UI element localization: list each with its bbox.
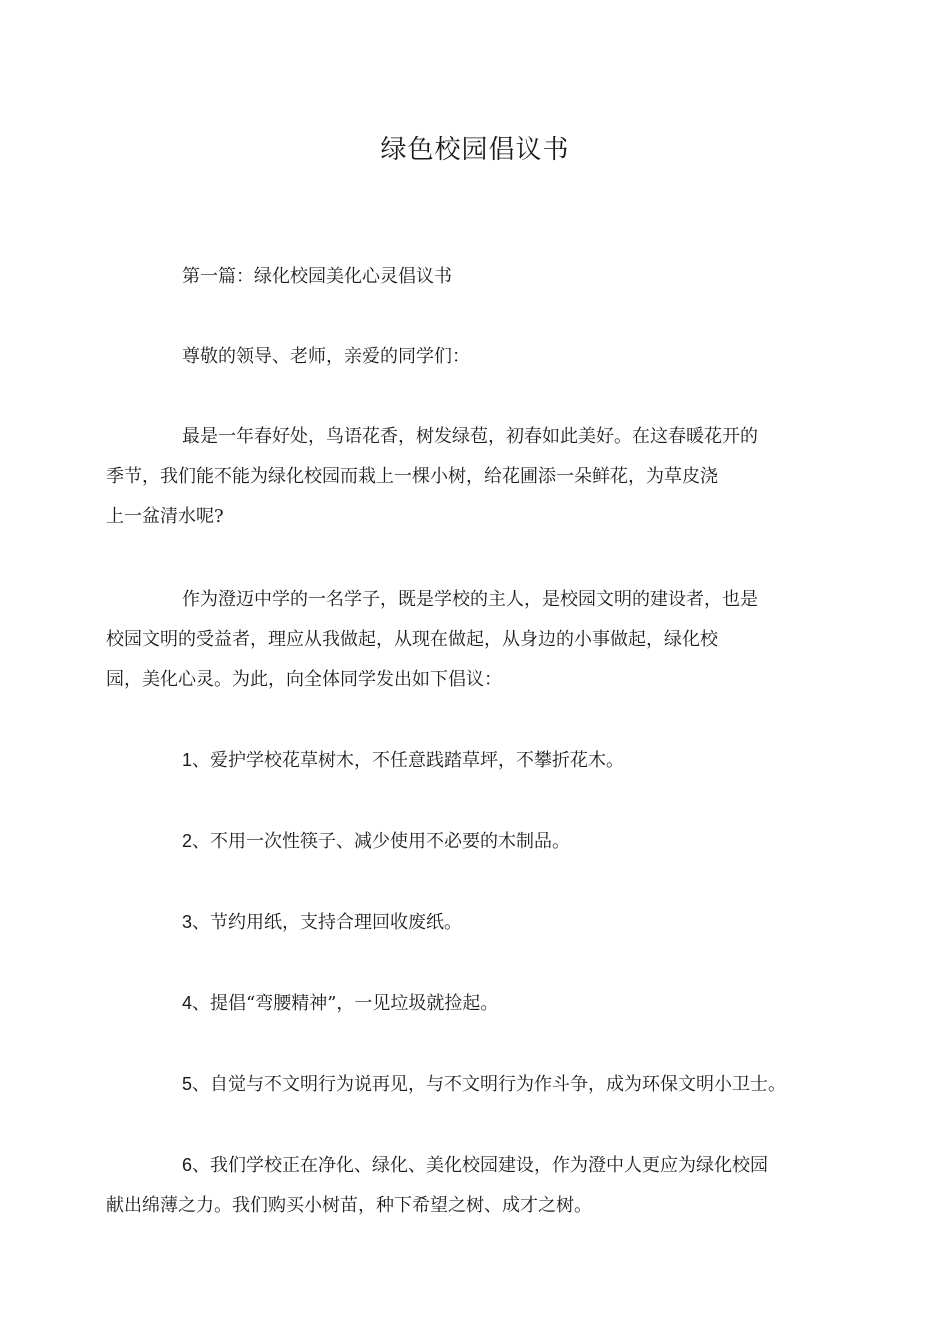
list-item	[144, 983, 809, 1024]
list-item-body: 、自觉与不文明行为说再见，与不文明行为作斗争，成为环保文明小卫士。	[192, 1074, 787, 1095]
list-item	[106, 1145, 809, 1226]
list-item-continuation: 献出绵薄之力。我们购买小树苗，种下希望之树、成才之树。	[106, 1195, 592, 1216]
document-title: 绿色校园倡议书	[380, 135, 570, 165]
body-paragraph	[106, 580, 809, 700]
intro-line-3: 上一盆清水呢?	[106, 506, 224, 527]
list-item	[144, 740, 809, 781]
salutation-text: 尊敬的领导、老师，亲爱的同学们：	[182, 346, 470, 367]
list-item-text	[144, 983, 809, 1024]
list-item-number: 6	[182, 1155, 193, 1175]
list-item-number: 4	[182, 993, 193, 1013]
list-item-text	[144, 1145, 809, 1186]
section-heading-text: 第一篇：绿化校园美化心灵倡议书	[182, 266, 452, 287]
section-heading	[144, 257, 809, 297]
list-item-text	[144, 1064, 809, 1105]
list-item-text	[144, 740, 809, 781]
list-item-text	[144, 902, 809, 943]
list-item	[144, 902, 809, 943]
intro-line-1: 最是一年春好处，鸟语花香，树发绿苞，初春如此美好。在这春暖花开的	[182, 426, 758, 447]
list-item-number: 1	[182, 750, 193, 770]
body-line-1: 作为澄迈中学的一名学子，既是学校的主人，是校园文明的建设者，也是	[182, 589, 758, 610]
list-item-number: 5	[182, 1074, 193, 1094]
body-line-3: 园，美化心灵。为此，向全体同学发出如下倡议：	[106, 669, 502, 690]
list-item	[144, 821, 809, 862]
list-item-body: 、爱护学校花草树木，不任意践踏草坪，不攀折花木。	[192, 750, 625, 771]
body-line-2: 校园文明的受益者，理应从我做起，从现在做起，从身边的小事做起，绿化校	[106, 629, 718, 650]
salutation	[144, 337, 809, 377]
list-item	[144, 1064, 809, 1105]
list-item-text	[144, 821, 809, 862]
intro-line-2: 季节，我们能不能为绿化校园而栽上一棵小树，给花圃添一朵鲜花，为草皮浇	[106, 466, 718, 487]
list-item-number: 3	[182, 912, 193, 932]
list-item-body: 、不用一次性筷子、减少使用不必要的木制品。	[192, 831, 571, 852]
intro-paragraph	[106, 417, 809, 537]
list-item-body: 、节约用纸，支持合理回收废纸。	[192, 912, 463, 933]
list-item-body: 、提倡“弯腰精神”，一见垃圾就捡起。	[192, 993, 499, 1014]
list-item-number: 2	[182, 831, 193, 851]
list-item-body: 、我们学校正在净化、绿化、美化校园建设，作为澄中人更应为绿化校园	[192, 1155, 769, 1176]
